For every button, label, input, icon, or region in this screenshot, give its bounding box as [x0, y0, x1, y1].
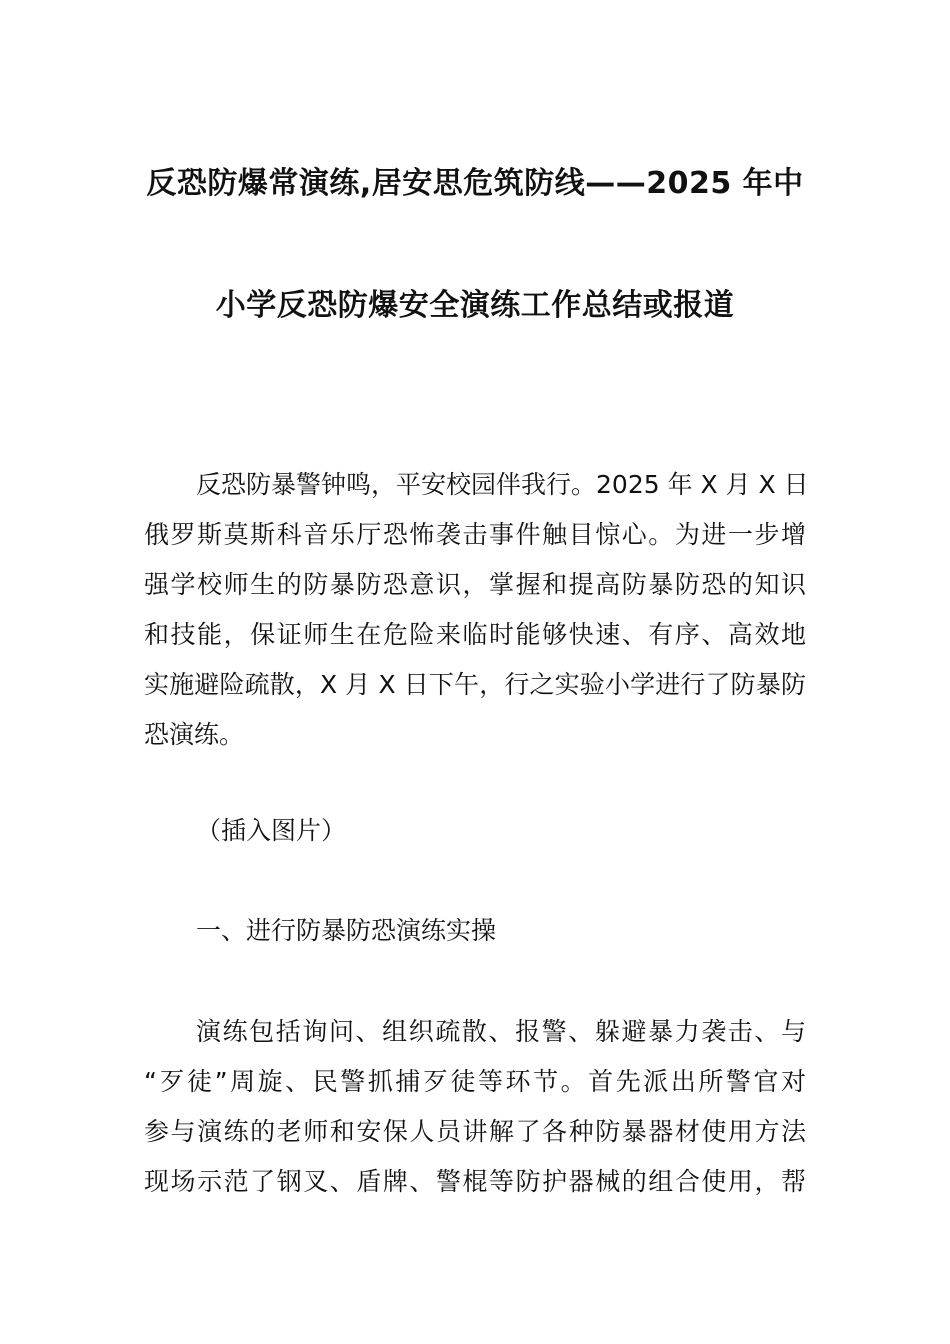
paragraph-line: 现场示范了钢叉、盾牌、警棍等防护器械的组合使用，帮	[144, 1167, 806, 1196]
paragraph-line: 和技能，保证师生在危险来临时能够快速、有序、高效地	[144, 620, 806, 649]
image-placeholder-text	[144, 806, 806, 856]
paragraph-line: “歹徒”周旋、民警抓捕歹徒等环节。首先派出所警官对	[144, 1067, 806, 1096]
section-heading	[144, 906, 806, 956]
paragraph-line: 恐演练。	[144, 720, 245, 749]
paragraph-line: 俄罗斯莫斯科音乐厅恐怖袭击事件触目惊心。为进一步增	[144, 520, 806, 549]
image-placeholder-label: （插入图片）	[196, 816, 347, 845]
drill-paragraph	[144, 1007, 806, 1207]
paragraph-line: 强学校师生的防暴防恐意识，掌握和提高防暴防恐的知识	[144, 570, 806, 599]
paragraph-line: 参与演练的老师和安保人员讲解了各种防暴器材使用方法	[144, 1117, 806, 1146]
paragraph-line: 实施避险疏散，X 月 X 日下午，行之实验小学进行了防暴防	[144, 670, 806, 699]
section-heading-text: 一、进行防暴防恐演练实操	[196, 916, 497, 945]
paragraph-line: 反恐防暴警钟鸣，平安校园伴我行。2025 年 X 月 X 日	[196, 470, 809, 499]
document-title-line-2: 小学反恐防爆安全演练工作总结或报道	[215, 288, 735, 323]
paragraph-line: 演练包括询问、组织疏散、报警、躲避暴力袭击、与	[196, 1017, 806, 1046]
intro-paragraph	[144, 460, 809, 760]
document-title-line-1: 反恐防爆常演练,居安思危筑防线——2025 年中	[146, 166, 804, 201]
